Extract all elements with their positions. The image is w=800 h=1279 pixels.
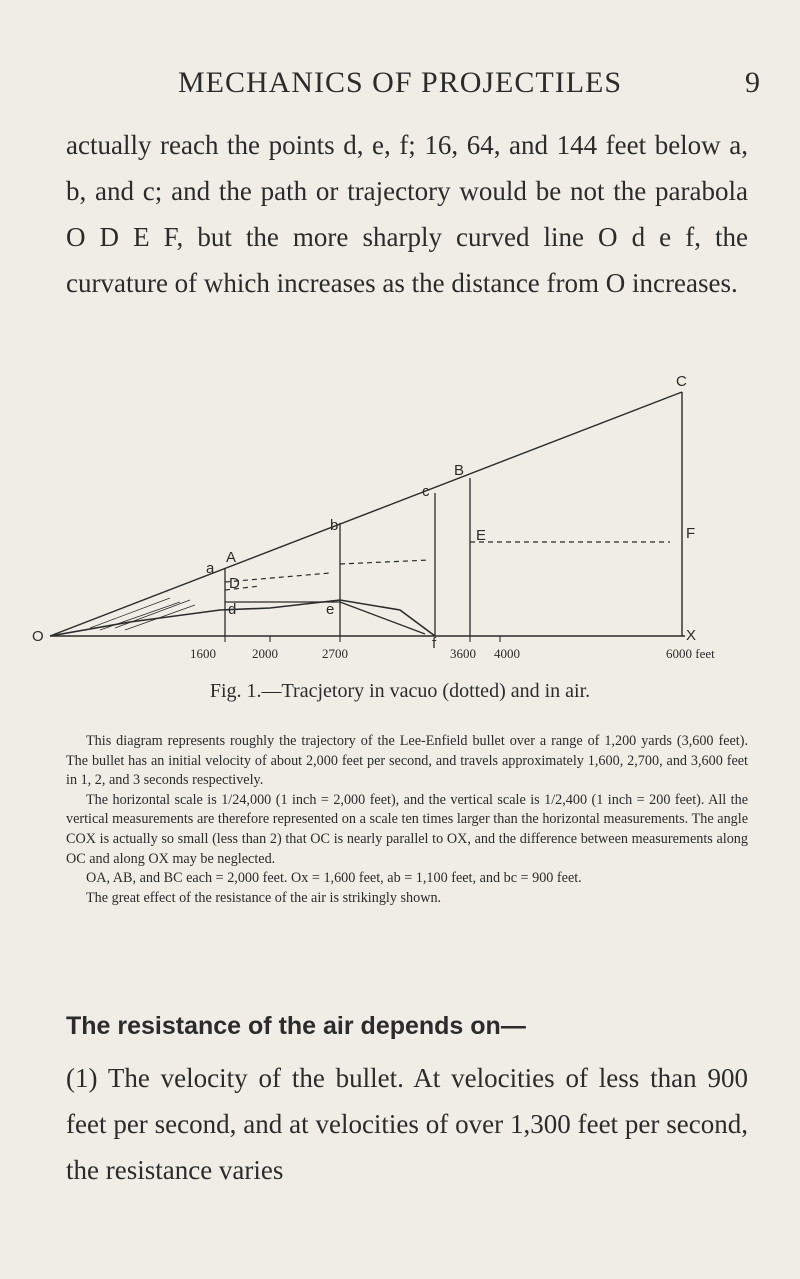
note-paragraph: OA, AB, and BC each = 2,000 feet. Ox = 1,600 feet, ab = 1,100 feet, and bc = 900 feet.	[86, 870, 582, 887]
label-e: e	[326, 601, 335, 618]
body-paragraph	[66, 1055, 748, 1193]
label-c: c	[422, 483, 430, 500]
scale-label-1: 1600	[190, 646, 216, 661]
note-paragraph: The great effect of the resistance of the air is strikingly shown.	[86, 889, 442, 906]
label-O: O	[32, 628, 44, 645]
label-C: C	[676, 373, 687, 390]
scale-label-6: 6000 feet	[666, 646, 715, 661]
vacuo-parabola	[225, 542, 670, 590]
page-header	[0, 66, 800, 106]
running-head: MECHANICS OF PROJECTILES	[177, 66, 623, 99]
label-B: B	[454, 462, 465, 479]
scale-label-4: 3600	[450, 646, 476, 661]
trajectory-diagram	[30, 360, 770, 680]
note-paragraph: This diagram represents roughly the trajectory of the Lee-Enfield bullet over a range of 1,200 yards (3,600 feet). The bullet has an initial velocity of about 2,000 feet per second, and travels approximately 1,600, 2,700, and 3,600 feet in 1, 2, and 3 seconds respectively.	[66, 733, 748, 789]
figure-notes	[66, 732, 748, 908]
baseline-ticks	[225, 636, 500, 642]
paragraph-2: (1) The velocity of the bullet. At velocities of less than 900 feet per second, and at velocities of over 1,300 feet per second, the resistance varies	[66, 1063, 748, 1185]
label-f: f	[432, 635, 437, 652]
page-number: 9	[745, 66, 760, 99]
figure-caption: Fig. 1.—Tracjetory in vacuo (dotted) and in air.	[209, 680, 591, 702]
scale-label-2: 2000	[252, 646, 278, 661]
label-F: F	[686, 525, 696, 542]
section-heading: The resistance of the air depends on—	[66, 1012, 526, 1040]
line-oc	[50, 392, 682, 636]
label-D: D	[229, 575, 240, 592]
label-X: X	[686, 627, 697, 644]
label-E: E	[476, 527, 487, 544]
label-A: A	[226, 549, 237, 566]
air-trajectory	[50, 600, 435, 636]
scale-label-5: 4000	[494, 646, 520, 661]
label-d: d	[228, 601, 237, 618]
scale-label-3: 2700	[322, 646, 348, 661]
note-paragraph: The horizontal scale is 1/24,000 (1 inch = 2,000 feet), and the vertical scale is 1/2,400 (1 inch = 200 feet). All the vertical measurements are therefore represented on a scale ten times larger than the horizontal measurements. The angle COX is actually so small (less than 2) that OC is nearly parallel to OX, and the difference between measurements along OC and along OX may be neglected.	[66, 791, 748, 867]
label-a: a	[206, 560, 215, 577]
trajectory-svg	[30, 360, 770, 680]
label-b: b	[330, 517, 339, 534]
body-paragraph: actually reach the points d, e, f; 16, 64, and 144 feet below a, b, and c; and the path or trajectory would be not the parabola O D E F, but the more sharply curved line O d e f, the curvature of which increases as the distance from O increases.	[66, 130, 748, 298]
